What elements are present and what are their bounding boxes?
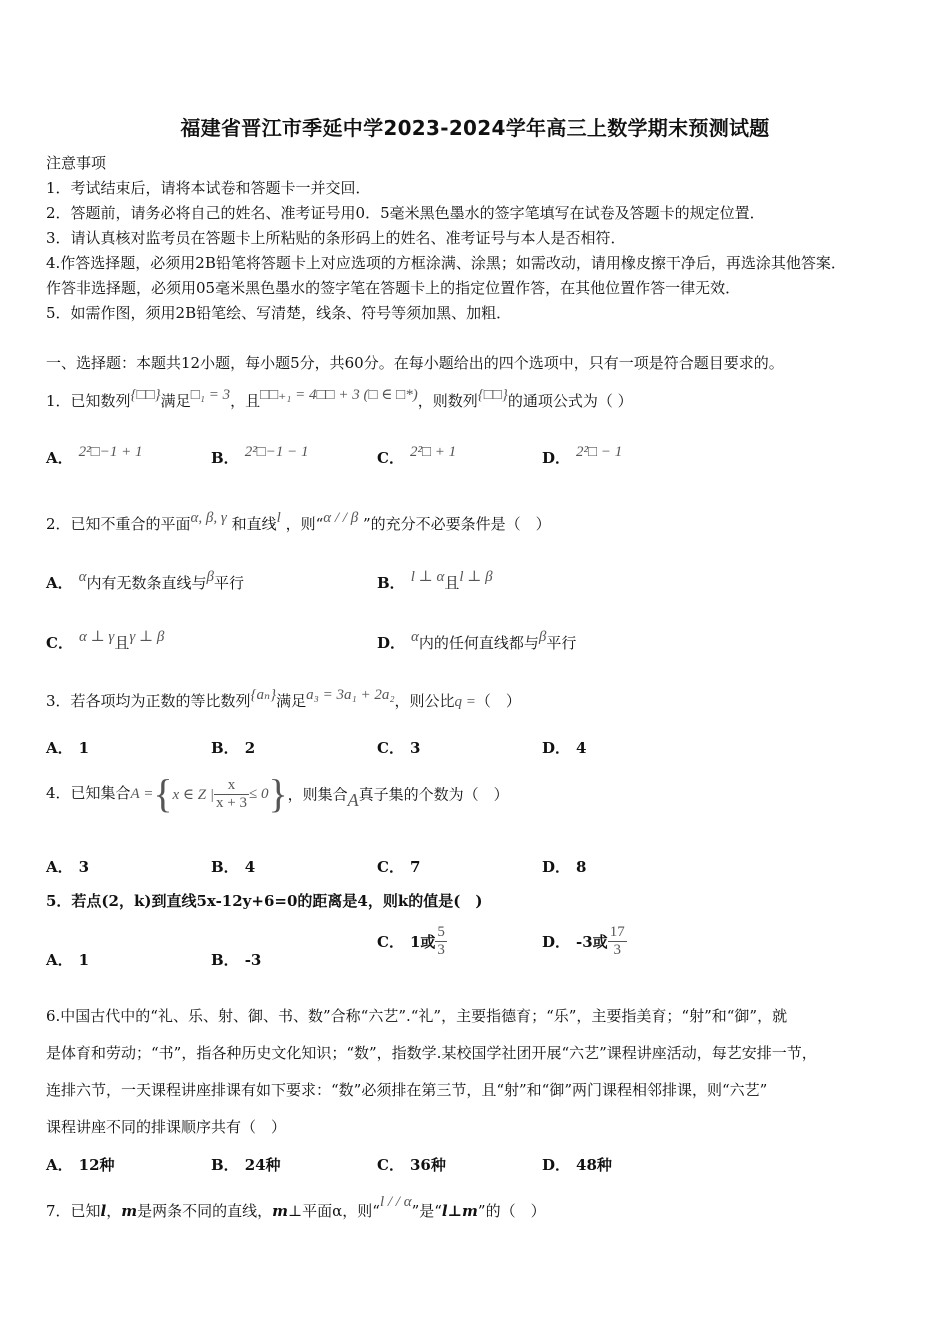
math-expression: q = bbox=[454, 694, 476, 710]
section-heading: 一、选择题：本题共12小题，每小题5分，共60分。在每小题给出的四个选项中，只有一项是符合题目要求的。 bbox=[46, 354, 784, 372]
option-c[interactable]: C． 7 bbox=[377, 858, 421, 876]
notice-item: 3．请认真核对监考员在答题卡上所粘贴的条形码上的姓名、准考证号与本人是否相符． bbox=[46, 229, 626, 247]
option-b[interactable]: B． l ⊥ α且l ⊥ β bbox=[377, 569, 493, 592]
math-expression: l / / α bbox=[379, 1194, 412, 1210]
option-d[interactable]: D． -3或 $\frac{17}{3}$ bbox=[542, 924, 625, 958]
question-6: 6.中国古代中的“礼、乐、射、御、书、数”合称“六艺”.“礼”，主要指德育；“乐”，主要指美育；“射”和“御”，就 是体育和劳动；“书”，指各种历史文化知识；“数”，指数学.某校国学社团开展“六艺”课程讲座活动，每艺安排一节， 连排六节，一天课程讲座排课有如下要求：“数”必须排在第三节，且“射”和“御”两门课程相邻排课，则“六艺” 课程讲座不同的排课顺序共有（ ） bbox=[46, 1007, 817, 1136]
option-b[interactable]: B． 2²□−1 − 1 bbox=[211, 444, 309, 467]
option-a[interactable]: A． 1 bbox=[46, 739, 90, 757]
option-b[interactable]: B． 24种 bbox=[211, 1156, 281, 1174]
option-d[interactable]: D． 4 bbox=[542, 739, 587, 757]
notice-heading: 注意事项 bbox=[46, 154, 107, 172]
option-a[interactable]: A． 2²□−1 + 1 bbox=[46, 444, 143, 467]
right-brace-icon: } bbox=[268, 771, 288, 816]
math-expression: □□₊₁ = 4□□ + 3 (□ ∈ □*) bbox=[260, 387, 418, 403]
option-a[interactable]: A． 12种 bbox=[46, 1156, 115, 1174]
notice-item: 作答非选择题，必须用05毫米黑色墨水的签字笔在答题卡上的指定位置作答，在其他位置作答一律无效． bbox=[46, 279, 741, 297]
option-c[interactable]: C． 1或 $\frac{5}{3}$ bbox=[377, 924, 445, 958]
left-brace-icon: { bbox=[153, 771, 173, 816]
question-2: 2．已知不重合的平面α, β, γ 和直线l ，则“α / / β ”的充分不必要条件是（ ） bbox=[46, 510, 551, 533]
option-d[interactable]: D． 2²□ − 1 bbox=[542, 444, 623, 467]
question-5: 5．若点(2，k)到直线5x-12y+6=0的距离是4，则k的值是( ) bbox=[46, 892, 483, 910]
math-expression: {aₙ} bbox=[250, 687, 277, 703]
notice-item: 4.作答选择题，必须用2B铅笔将答题卡上对应选项的方框涂满、涂黑；如需改动，请用橡皮擦干净后，再选涂其他答案． bbox=[46, 254, 846, 272]
option-b[interactable]: B． -3 bbox=[211, 951, 262, 969]
math-expression: a₃ = 3a₁ + 2a₂ bbox=[306, 687, 395, 703]
exam-title: 福建省晋江市季延中学2023-2024学年高三上数学期末预测试题 bbox=[180, 116, 770, 140]
math-expression: {□□} bbox=[130, 387, 161, 403]
math-expression: l bbox=[276, 510, 281, 526]
option-a[interactable]: A． α内有无数条直线与β平行 bbox=[46, 569, 245, 592]
math-expression: α, β, γ bbox=[190, 510, 227, 526]
option-d[interactable]: D． 8 bbox=[542, 858, 587, 876]
question-3: 3．若各项均为正数的等比数列{aₙ}满足a₃ = 3a₁ + 2a₂，则公比q =（ ） bbox=[46, 687, 521, 710]
option-c[interactable]: C． α ⊥ γ且γ ⊥ β bbox=[46, 629, 165, 652]
math-expression: □₁ = 3 bbox=[190, 387, 231, 403]
option-a[interactable]: A． 1 bbox=[46, 951, 90, 969]
option-a[interactable]: A． 3 bbox=[46, 858, 90, 876]
notice-item: 2．答题前，请务必将自己的姓名、准考证号用0．5毫米黑色墨水的签字笔填写在试卷及答题卡的规定位置． bbox=[46, 204, 765, 222]
fraction: $\frac{5}{3}$ bbox=[437, 924, 445, 958]
option-b[interactable]: B． 4 bbox=[211, 858, 256, 876]
option-b[interactable]: B． 2 bbox=[211, 739, 256, 757]
option-c[interactable]: C． 36种 bbox=[377, 1156, 446, 1174]
question-1: 1．已知数列{□□}满足□₁ = 3，且□□₊₁ = 4□□ + 3 (□ ∈ □*)，则数列{□□}的通项公式为（ ） bbox=[46, 387, 633, 410]
math-expression: {□□} bbox=[477, 387, 508, 403]
question-4: 4．已知集合A ={x ∈ Z | $\frac{x}{x + 3}$ ≤ 0}，则集合A真子集的个数为（ ） bbox=[46, 771, 509, 816]
option-c[interactable]: C． 2²□ + 1 bbox=[377, 444, 457, 467]
fraction: $\frac{17}{3}$ bbox=[609, 924, 625, 958]
option-c[interactable]: C． 3 bbox=[377, 739, 421, 757]
question-7: 7．已知l，m是两条不同的直线，m⊥平面α，则“l / / α”是“l⊥m”的（ ） bbox=[46, 1194, 546, 1220]
option-d[interactable]: D． α内的任何直线都与β平行 bbox=[377, 629, 577, 652]
notice-item: 5．如需作图，须用2B铅笔绘、写清楚，线条、符号等须加黑、加粗． bbox=[46, 304, 512, 322]
option-d[interactable]: D． 48种 bbox=[542, 1156, 612, 1174]
notice-item: 1．考试结束后，请将本试卷和答题卡一并交回． bbox=[46, 179, 371, 197]
math-expression: α / / β bbox=[323, 510, 359, 526]
fraction: $\frac{x}{x + 3}$ bbox=[216, 776, 247, 811]
